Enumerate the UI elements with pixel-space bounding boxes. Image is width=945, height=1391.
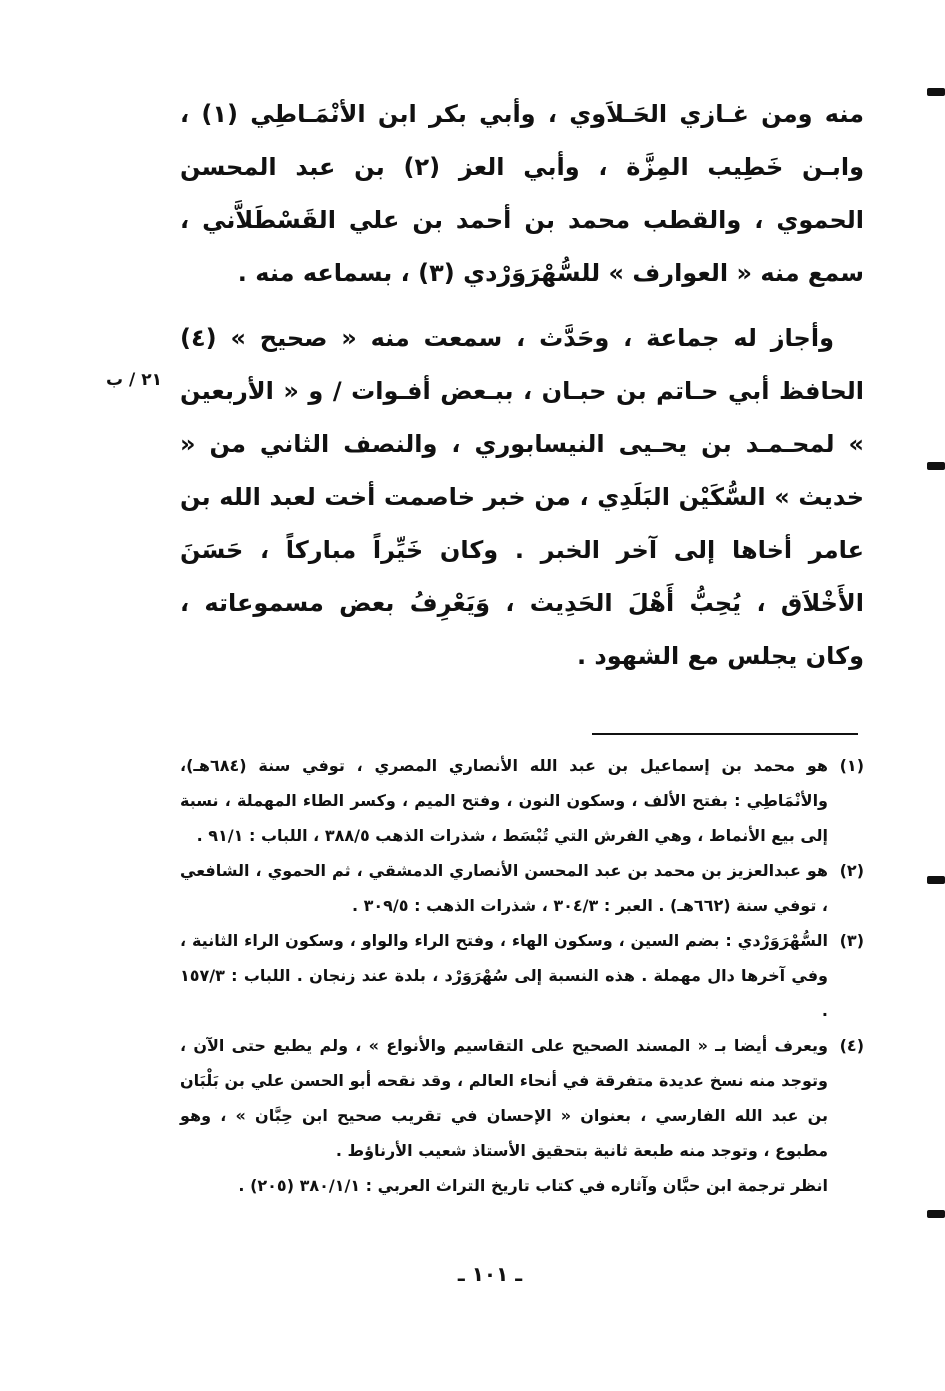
scan-edge-mark [927, 88, 945, 96]
paragraph-1: منه ومن غـازي الحَـلاَوي ، وأبي بكر ابن الأنْمَـاطِي (١) ، وابـن خَطِيب المِزَّة ، وأبي العز (٢) بن عبد المحسن الحموي ، والقطب محمد بن أحمد بن علي القَسْطَلاَّني ، سمع منه « العوارف » للسُّهْرَوَرْدي (٣) ، بسماعه منه . [180, 100, 864, 287]
footnote-see-also: انظر ترجمة ابن حبَّان وآثاره في كتاب تاريخ التراث العربي : ٣٨٠/١/١ (٢٠٥) . [238, 1176, 828, 1195]
footnote-3 [180, 923, 864, 1028]
footnote-number: (٣) [839, 931, 864, 950]
scan-edge-mark [927, 1210, 945, 1218]
manuscript-folio-note: ٢١ / ب [106, 370, 162, 390]
footnote-2 [180, 853, 864, 923]
main-text [180, 88, 864, 683]
footnote-text: ويعرف أيضا بـ « المسند الصحيح على التقاسيم والأنواع » ، ولم يطبع حتى الآن ، وتوجد منه نسخ عديدة متفرقة في أنحاء العالم ، وقد نقحه أبو الحسن علي بن بَلْبَان بن عبد الله الفارسي ، بعنوان « الإحسان في تقريب صحيح ابن حِبَّان » ، وهو مطبوع ، وتوجد منه طبعة ثانية بتحقيق الأستاذ شعيب الأرناؤط . [180, 1036, 828, 1160]
scan-edge-mark [927, 462, 945, 470]
scan-edge-mark [927, 876, 945, 884]
footnote-text: هو محمد بن إسماعيل بن عبد الله الأنصاري المصري ، توفي سنة (٦٨٤هـ)، والأنْمَاطِي : بفتح الألف ، وسكون النون ، وفتح الميم ، وكسر الطاء المهملة ، نسبة إلى بيع الأنماط ، وهي الفرش التي تُبْسَط ، شذرات الذهب ٣٨٨/٥ ، اللباب : ٩١/١ . [180, 756, 828, 845]
footnotes [180, 748, 864, 1203]
footnote-number: (٤) [839, 1036, 864, 1055]
footnote-divider [592, 733, 858, 735]
footnote-text: السُّهْرَوَرْدي : بضم السين ، وسكون الهاء ، وفتح الراء والواو ، وسكون الراء الثانية ، وفي آخرها دال مهملة . هذه النسبة إلى سُهْرَوَرْد ، بلدة عند زنجان . اللباب : ١٥٧/٣ . [180, 931, 828, 1020]
footnote-1 [180, 748, 864, 853]
page-number: ـ ١٠١ ـ [457, 1262, 523, 1286]
footnote-number: (٢) [839, 861, 864, 880]
paragraph-2: وأجاز له جماعة ، وحَدَّث ، سمعت منه « صحيح » (٤) الحافظ أبي حـاتم بن حبـان ، ببـعض أفـوات / و « الأربعين » لمحـمـد بن يحـيى النيسابوري ، والنصف الثاني من « خديث » السُّكَيْن البَلَدِي ، من خبر خاصمت أخت لعبد الله بن عامر أخاها إلى آخر الخبر . وكان خَيِّراً مباركاً ، حَسَنَ الأَخْلاَق ، يُحِبُّ أَهْلَ الحَدِيث ، وَيَعْرِفُ بعض مسموعاته ، وكان يجلس مع الشهود . [180, 324, 864, 670]
footnote-text: هو عبدالعزيز بن محمد بن عبد المحسن الأنصاري الدمشقي ، ثم الحموي ، الشافعي ، توفي سنة (٦٦٢هـ) . العبر : ٣٠٤/٣ ، شذرات الذهب : ٣٠٩/٥ . [180, 861, 828, 915]
footnote-number: (١) [839, 756, 864, 775]
footnote-4 [180, 1028, 864, 1168]
